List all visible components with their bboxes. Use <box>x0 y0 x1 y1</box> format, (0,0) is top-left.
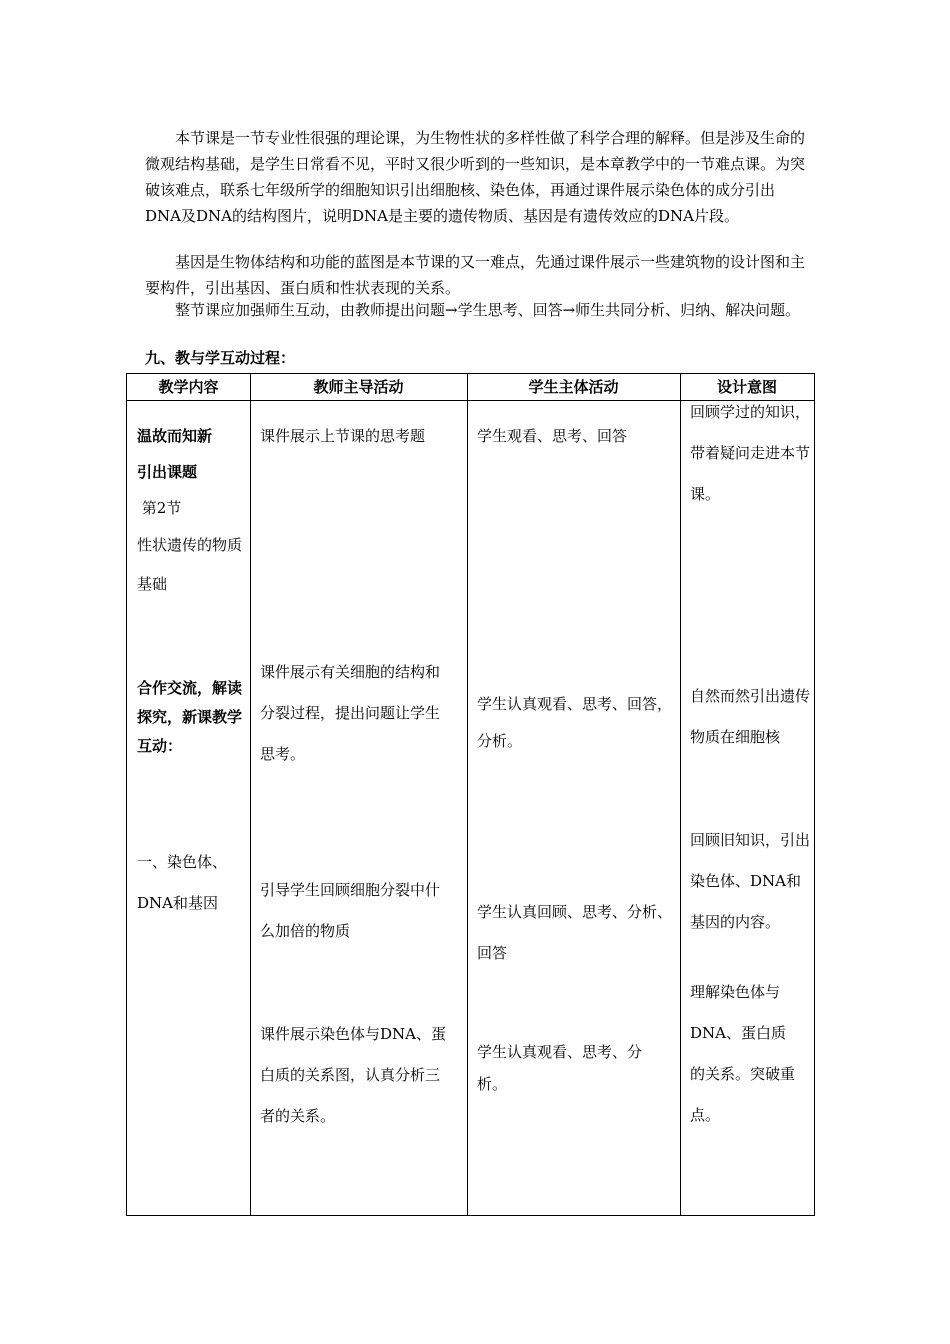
content-intro: 引出课题 <box>137 463 198 481</box>
teacher-activity-1: 课件展示上节课的思考题 <box>260 427 426 445</box>
header-intent: 设计意图 <box>716 378 777 396</box>
table-divider <box>250 374 251 1215</box>
student-activity-3: 学生认真回顾、思考、分析、回答 <box>477 903 673 962</box>
teacher-activity-3: 引导学生回顾细胞分裂中什么加倍的物质 <box>260 881 441 940</box>
header-student: 学生主体活动 <box>528 378 619 396</box>
content-title: 性状遗传的物质基础 <box>137 536 243 593</box>
table-divider <box>680 374 681 1215</box>
intro-paragraph-3: 整节课应加强师生互动，由教师提出问题→学生思考、回答→师生共同分析、归纳、解决问题。 <box>175 301 801 319</box>
interaction-table <box>126 373 815 1216</box>
content-cooperate: 合作交流，解读探究，新课教学互动： <box>137 679 243 755</box>
student-activity-1: 学生观看、思考、回答 <box>477 427 628 445</box>
content-chromosome: 一、染色体、DNA和基因 <box>137 853 228 912</box>
teacher-activity-2: 课件展示有关细胞的结构和分裂过程，提出问题让学生思考。 <box>260 663 441 763</box>
content-review: 温故而知新 <box>137 427 213 445</box>
intro-paragraph-1: 本节课是一节专业性很强的理论课，为生物性状的多样性做了科学合理的解释。但是涉及生命的微观结构基础，是学生日常看不见，平时又很少听到的一些知识，是本章教学中的一节难点课。为突破该难点，联系七年级所学的细胞知识引出细胞核、染色体，再通过课件展示染色体的成分引出DNA及DNA的结构图片，说明DNA是主要的遗传物质、基因是有遗传效应的DNA片段。 <box>145 129 806 225</box>
header-content: 教学内容 <box>158 378 219 396</box>
content-section: 第2节 <box>137 499 182 517</box>
intent-3: 回顾旧知识，引出染色体、DNA和基因的内容。 <box>690 831 811 931</box>
student-activity-4: 学生认真观看、思考、分析。 <box>477 1043 643 1093</box>
intent-1: 回顾学过的知识，带着疑问走进本节课。 <box>690 403 811 503</box>
intro-paragraph-2: 基因是生物体结构和功能的蓝图是本节课的又一难点，先通过课件展示一些建筑物的设计图和主要构件，引出基因、蛋白质和性状表现的关系。 <box>145 253 806 297</box>
table-divider <box>467 374 468 1215</box>
teacher-activity-4: 课件展示染色体与DNA、蛋白质的关系图，认真分析三者的关系。 <box>260 1025 446 1125</box>
intent-2: 自然而然引出遗传物质在细胞核 <box>690 687 811 746</box>
header-teacher: 教师主导活动 <box>313 378 404 396</box>
intent-4: 理解染色体与DNA、蛋白质的关系。突破重点。 <box>690 983 796 1124</box>
student-activity-2: 学生认真观看、思考、回答，分析。 <box>477 695 673 750</box>
section-title: 九、教与学互动过程： <box>145 349 296 367</box>
